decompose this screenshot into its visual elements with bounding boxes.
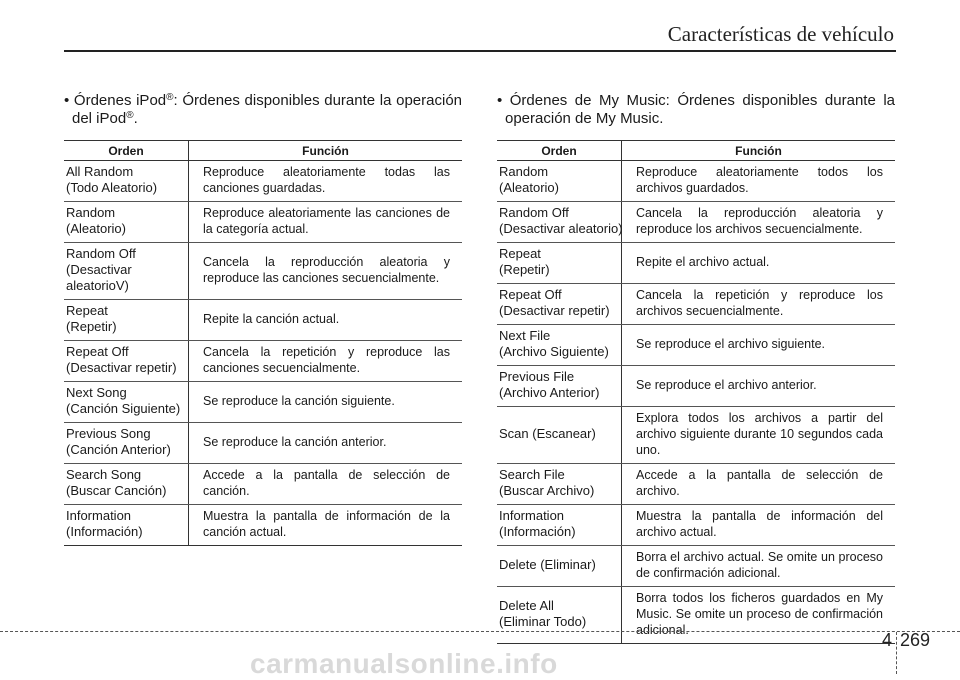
command-function: Repite la canción actual.: [189, 300, 463, 341]
command-function: Reproduce aleatoriamente las canciones de la categoría actual.: [189, 202, 463, 243]
mymusic-commands-section: [497, 92, 895, 644]
command-order-line: (Buscar Archivo): [499, 483, 595, 498]
table-row: [64, 300, 462, 341]
command-order: [497, 407, 622, 464]
command-order-line: Repeat: [499, 246, 541, 261]
table-row: [64, 423, 462, 464]
table-row: [64, 202, 462, 243]
table-header-row: [497, 141, 895, 161]
table-row: [64, 161, 462, 202]
command-function: Cancela la reproducción aleatoria y reproduce las canciones secuencialmente.: [189, 243, 463, 300]
table-row: [64, 464, 462, 505]
command-order: [497, 464, 622, 505]
command-function: Reproduce aleatoriamente todos los archivos guardados.: [622, 161, 896, 202]
column-header-order: Orden: [497, 141, 622, 161]
column-header-order: Orden: [64, 141, 189, 161]
command-order-line: Delete (Eliminar): [499, 557, 596, 572]
command-order: [497, 546, 622, 587]
command-order-line: (Desactivar repetir): [499, 303, 610, 318]
command-order-line: (Buscar Canción): [66, 483, 167, 498]
command-order-line: Repeat Off: [499, 287, 562, 302]
command-order-line: Search File: [499, 467, 565, 482]
command-order-line: Next File: [499, 328, 551, 343]
command-order: [497, 284, 622, 325]
command-function: Se reproduce la canción anterior.: [189, 423, 463, 464]
command-order-line: Next Song: [66, 385, 127, 400]
table-row: [497, 505, 895, 546]
command-order-line: Repeat: [66, 303, 108, 318]
command-function: Accede a la pantalla de selección de archivo.: [622, 464, 896, 505]
command-function: Borra el archivo actual. Se omite un proceso de confirmación adicional.: [622, 546, 896, 587]
command-function: Se reproduce la canción siguiente.: [189, 382, 463, 423]
footer-rule: [0, 631, 960, 632]
command-order: [64, 464, 189, 505]
command-order: [497, 587, 622, 644]
command-order: [64, 161, 189, 202]
command-order-line: (Información): [499, 524, 576, 539]
table-header-row: [64, 141, 462, 161]
command-order-line: All Random: [66, 164, 134, 179]
table-row: [497, 202, 895, 243]
column-header-function: Función: [622, 141, 896, 161]
command-order: [64, 505, 189, 546]
command-order-line: Previous Song: [66, 426, 151, 441]
table-row: [497, 284, 895, 325]
command-function: Explora todos los archivos a partir del archivo siguiente durante 10 segundos cada uno.: [622, 407, 896, 464]
page-header-title: Características de vehículo: [667, 22, 894, 46]
command-order-line: Random: [499, 164, 549, 179]
command-order-line: (Canción Anterior): [66, 442, 171, 457]
table-row: [497, 546, 895, 587]
table-row: [497, 587, 895, 644]
header-rule: [64, 50, 896, 52]
table-row: [497, 366, 895, 407]
command-function: Cancela la repetición y reproduce los archivos secuencialmente.: [622, 284, 896, 325]
mymusic-commands-table: [497, 140, 895, 644]
command-order-line: Scan (Escanear): [499, 426, 596, 441]
table-row: [497, 407, 895, 464]
chapter-number: 4: [882, 630, 893, 650]
command-function: Cancela la repetición y reproduce las canciones secuencialmente.: [189, 341, 463, 382]
command-function: Muestra la pantalla de información del archivo actual.: [622, 505, 896, 546]
page-number: 269: [900, 630, 931, 650]
command-order-line: (Todo Aleatorio): [66, 180, 158, 195]
command-function: Se reproduce el archivo anterior.: [622, 366, 896, 407]
command-order-line: (Eliminar Todo): [499, 614, 587, 629]
command-order: [497, 505, 622, 546]
command-order: [497, 325, 622, 366]
command-order-line: (Canción Siguiente): [66, 401, 181, 416]
command-order-line: (Repetir): [499, 262, 550, 277]
command-function: Cancela la reproducción aleatoria y reproduce los archivos secuencialmente.: [622, 202, 896, 243]
command-order-line: (Información): [66, 524, 143, 539]
command-order: [497, 202, 622, 243]
ipod-commands-body: [64, 161, 462, 546]
command-order: [64, 243, 189, 300]
command-order: [64, 300, 189, 341]
command-order-line: (Desactivar repetir): [66, 360, 177, 375]
command-function: Repite el archivo actual.: [622, 243, 896, 284]
table-row: [497, 325, 895, 366]
command-function: Se reproduce el archivo siguiente.: [622, 325, 896, 366]
mymusic-commands-body: [497, 161, 895, 644]
mymusic-intro: • Órdenes de My Music: Órdenes disponibles durante la operación de My Music.: [497, 92, 895, 127]
command-order-line: (Desactivar aleatorio): [499, 221, 623, 236]
command-order-line: Previous File: [499, 369, 575, 384]
ipod-intro: • Órdenes iPod®: Órdenes disponibles durante la operación del iPod®.: [64, 92, 463, 127]
command-order: [64, 423, 189, 464]
command-order: [64, 382, 189, 423]
column-header-function: Función: [189, 141, 463, 161]
command-order: [497, 243, 622, 284]
table-row: [497, 464, 895, 505]
command-order-line: (Repetir): [66, 319, 117, 334]
table-row: [64, 505, 462, 546]
command-order-line: (Archivo Anterior): [499, 385, 600, 400]
table-row: [64, 382, 462, 423]
watermark: carmanualsonline.info: [250, 648, 558, 679]
command-function: Borra todos los ficheros guardados en My Music. Se omite un proceso de confirmación adicional.: [636, 591, 883, 637]
command-order-line: Random: [66, 205, 116, 220]
command-order-line: Random Off: [499, 205, 569, 220]
command-order: [497, 161, 622, 202]
table-row: [497, 161, 895, 202]
command-order-line: Search Song: [66, 467, 142, 482]
command-order-line: Information: [499, 508, 565, 523]
command-order: [497, 366, 622, 407]
command-order-line: Random Off: [66, 246, 136, 261]
command-function: Reproduce aleatoriamente todas las canciones guardadas.: [189, 161, 463, 202]
command-order-line: Information: [66, 508, 132, 523]
command-order-line: Repeat Off: [66, 344, 129, 359]
table-row: [64, 341, 462, 382]
command-order-line: (Aleatorio): [499, 180, 559, 195]
command-order-line: (Desactivar: [66, 262, 132, 277]
ipod-commands-section: [64, 92, 462, 546]
table-row: [497, 243, 895, 284]
command-order-line: Delete All: [499, 598, 554, 613]
command-order-line: (Aleatorio): [66, 221, 126, 236]
command-function: Accede a la pantalla de selección de canción.: [189, 464, 463, 505]
command-order: [64, 202, 189, 243]
ipod-commands-table: [64, 140, 462, 546]
command-function: Muestra la pantalla de información de la canción actual.: [203, 509, 450, 539]
command-order-line: aleatorioV): [66, 278, 129, 293]
command-order-line: (Archivo Siguiente): [499, 344, 609, 359]
table-row: [64, 243, 462, 300]
command-order: [64, 341, 189, 382]
